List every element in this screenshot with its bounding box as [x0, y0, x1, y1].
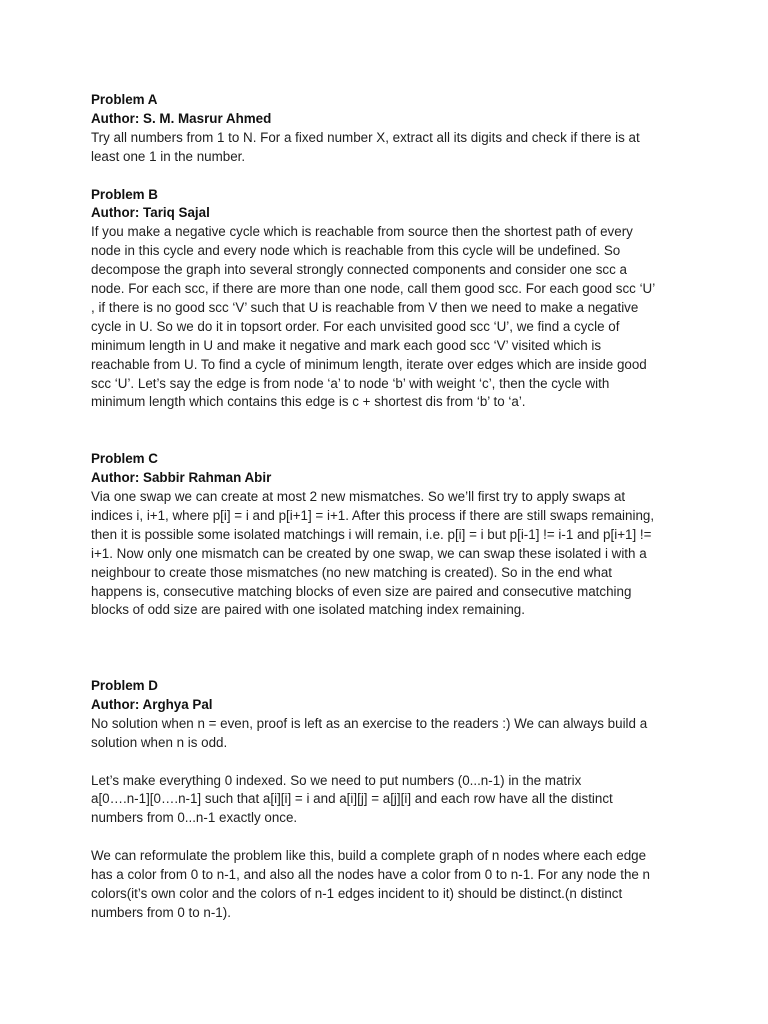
- text-line: node in this cycle and every node which is reachable from this cycle will be undefined. So: [91, 243, 621, 259]
- text-line: numbers from 0...n-1 exactly once.: [91, 810, 298, 826]
- paragraph: [91, 129, 711, 167]
- text-line: colors(it’s own color and the colors of n-1 edges incident to it) should be distinct.(n distinct: [91, 885, 623, 901]
- text-line: then it is possible some isolated matchings i will remain, i.e. p[i] = i but p[i-1] != i-1 and p[i+1] !=: [91, 526, 652, 542]
- text-line: Let’s make everything 0 indexed. So we need to put numbers (0...n-1) in the matrix: [91, 772, 582, 788]
- text-line: blocks of odd size are paired with one isolated matching index remaining.: [91, 602, 525, 618]
- text-line: i+1. Now only one mismatch can be created by one swap, we can swap these isolated i with a: [91, 545, 647, 561]
- section-title: Problem C: [91, 451, 158, 467]
- text-line: minimum length in U and make it negative and mark each good scc ‘V’ visited which is: [91, 337, 602, 353]
- paragraph: [91, 847, 711, 923]
- problem-a-section: [91, 91, 711, 167]
- section-title: Problem B: [91, 186, 158, 202]
- problem-c-section: [91, 450, 711, 620]
- problem-b-section: [91, 186, 711, 413]
- text-line: node. For each scc, if there are more than one node, call them good scc. For each good scc ‘U’: [91, 281, 656, 297]
- text-line: , if there is no good scc ‘V’ such that U is reachable from V then we need to make a negative: [91, 299, 639, 315]
- document-page: [91, 91, 711, 923]
- text-line: decompose the graph into several strongly connected components and consider one scc a: [91, 262, 627, 278]
- paragraph: [91, 223, 711, 412]
- paragraph: [91, 715, 711, 753]
- text-line: We can reformulate the problem like this, build a complete graph of n nodes where each edge: [91, 848, 647, 864]
- section-author: Author: Tariq Sajal: [91, 205, 210, 221]
- text-line: If you make a negative cycle which is reachable from source then the shortest path of every: [91, 224, 633, 240]
- spacer: [91, 828, 711, 847]
- paragraph: [91, 488, 711, 620]
- text-line: No solution when n = even, proof is left as an exercise to the readers :) We can always build a: [91, 715, 648, 731]
- spacer: [91, 412, 711, 450]
- spacer: [91, 620, 711, 677]
- section-author: Author: S. M. Masrur Ahmed: [91, 110, 272, 126]
- text-line: least one 1 in the number.: [91, 148, 246, 164]
- section-title: Problem D: [91, 678, 158, 694]
- text-line: minimum length which contains this edge is c + shortest dis from ‘b’ to ‘a’.: [91, 394, 526, 410]
- text-line: a[0….n-1][0….n-1] such that a[i][i] = i and a[i][j] = a[j][i] and each row have all the distinct: [91, 791, 613, 807]
- text-line: solution when n is odd.: [91, 734, 228, 750]
- paragraph: [91, 772, 711, 829]
- section-author: Author: Arghya Pal: [91, 696, 213, 712]
- text-line: reachable from U. To find a cycle of minimum length, iterate over edges which are inside good: [91, 356, 647, 372]
- section-title: Problem A: [91, 92, 158, 107]
- text-line: has a color from 0 to n-1, and also all the nodes have a color from 0 to n-1. For any node the n: [91, 867, 651, 883]
- text-line: indices i, i+1, where p[i] = i and p[i+1] = i+1. After this process if there are still swaps remaining,: [91, 507, 655, 523]
- text-line: neighbour to create those mismatches (no new matching is created). So in the end what: [91, 564, 613, 580]
- text-line: cycle in U. So we do it in topsort order. For each unvisited good scc ‘U’, we find a cycle of: [91, 318, 620, 334]
- section-author: Author: Sabbir Rahman Abir: [91, 470, 272, 486]
- problem-d-section: [91, 677, 711, 923]
- text-line: happens is, consecutive matching blocks of even size are paired and consecutive matching: [91, 583, 632, 599]
- text-line: Try all numbers from 1 to N. For a fixed number X, extract all its digits and check if there is at: [91, 129, 640, 145]
- text-line: Via one swap we can create at most 2 new mismatches. So we’ll first try to apply swaps at: [91, 489, 626, 504]
- text-line: scc ‘U’. Let’s say the edge is from node ‘a’ to node ‘b’ with weight ‘c’, then the cycle with: [91, 375, 610, 391]
- spacer: [91, 753, 711, 772]
- text-line: numbers from 0 to n-1).: [91, 904, 231, 920]
- spacer: [91, 167, 711, 186]
